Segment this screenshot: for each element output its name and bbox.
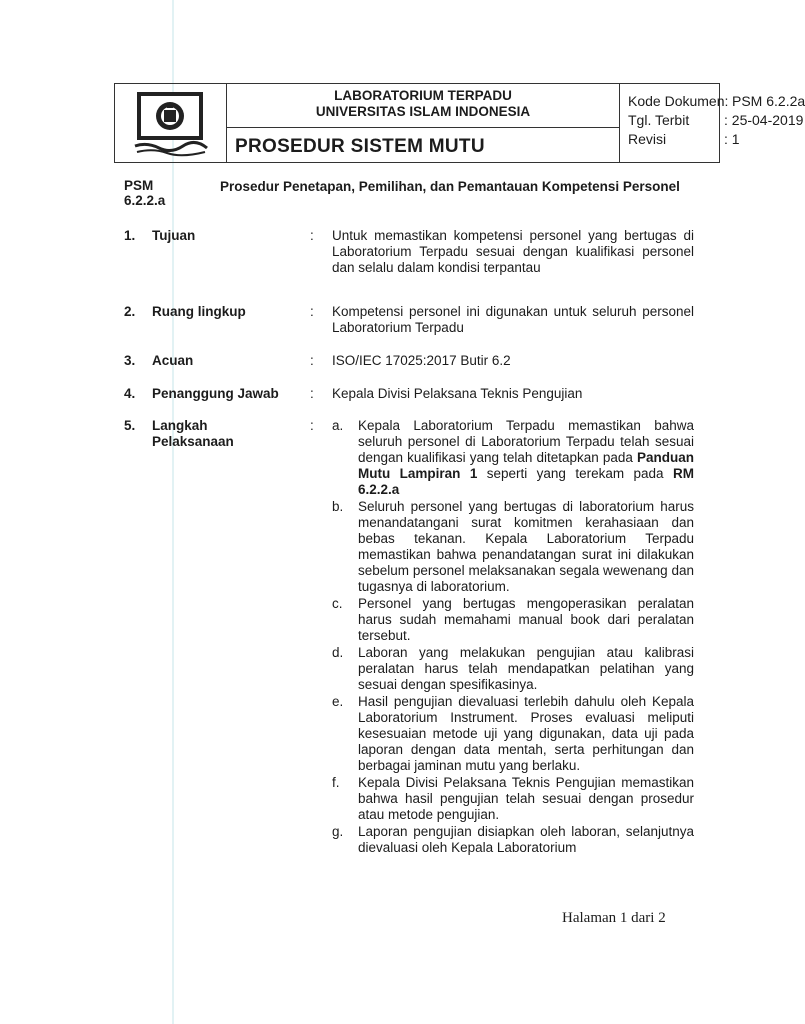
step-letter: d. [332,645,344,660]
revision-label: Revisi [628,131,667,147]
section-colon: : [310,418,314,433]
revision-value: : 1 [724,131,740,147]
title-top [227,84,619,128]
list-item [332,645,694,693]
step-letter: g. [332,824,344,839]
title-cell [227,84,620,162]
section-number: 3. [124,353,136,368]
step-text: Kepala Divisi Pelaksana Teknis Pengujian memastikan bahwa hasil pengujian telah sesuai dengan prosedur atau metode pengujian. [358,775,694,822]
procedure-code: PSM 6.2.2.a [124,178,166,208]
step-letter: a. [332,418,344,433]
step-bold-reference: Panduan Mutu Lampiran 1 [358,450,694,481]
step-letter: f. [332,775,340,790]
step-text: seperti yang terekam pada [477,466,673,481]
section-name: Tujuan [152,228,196,243]
document-header-table [114,83,805,163]
step-text: Laporan pengujian disiapkan oleh laboran, selanjutnya dievaluasi oleh Kepala Laboratorium [358,824,694,855]
page-number: Halaman 1 dari 2 [562,910,666,926]
section-name: Acuan [152,353,194,368]
section-name: Langkah Pelaksanaan [152,418,234,449]
step-letter: e. [332,694,344,709]
steps-list [332,418,694,857]
section-colon: : [310,353,314,368]
step-text: Personel yang bertugas mengoperasikan peralatan harus sudah memahami manual book dari peralatan tersebut. [358,596,694,643]
step-letter: b. [332,499,344,514]
list-item [332,418,694,498]
section-colon: : [310,304,314,319]
section-body: Untuk memastikan kompetensi personel yang bertugas di Laboratorium Terpadu sesuai dengan kualifikasi personel dan selalu dalam kondisi terpantau [332,228,694,275]
list-item [332,694,694,774]
section-body: ISO/IEC 17025:2017 Butir 6.2 [332,353,511,368]
step-text: Laboran yang melakukan pengujian atau kalibrasi peralatan harus telah mendapatkan pelatihan yang sesuai dengan spesifikasinya. [358,645,694,692]
list-item [332,824,694,856]
section-colon: : [310,228,314,243]
step-text: Seluruh personel yang bertugas di laboratorium harus menandatangani surat komitmen kerahasiaan dan bebas tekanan. Kepala Laboratorium Terpadu memastikan bahwa penandatangan surat ini dilakukan sebelum personel melaksanakan segala wewenang dan tugasnya di laboratorium. [358,499,694,594]
section-number: 4. [124,386,136,401]
lab-name: LABORATORIUM TERPADU [334,88,512,103]
list-item [332,596,694,644]
list-item [332,775,694,823]
logo-cell [115,84,227,162]
issue-date-label: Tgl. Terbit [628,112,690,128]
procedure-title: Prosedur Penetapan, Pemilihan, dan Pemantauan Kompetensi Personel [220,179,680,194]
system-title: PROSEDUR SISTEM MUTU [235,136,485,157]
section-number: 5. [124,418,136,433]
list-item [332,499,694,595]
section-number: 1. [124,228,136,243]
university-name: UNIVERSITAS ISLAM INDONESIA [315,104,531,119]
step-text: Hasil pengujian dievaluasi terlebih dahulu oleh Kepala Laboratorium Instrument. Proses evaluasi meliputi kesesuaian metode uji yang digunakan, data uji pada laporan dengan data mentah, serta perhitungan dan berbagai jaminan mutu yang berlaku. [358,694,694,773]
section-number: 2. [124,304,136,319]
step-letter: c. [332,596,343,611]
step-text: Kepala Laboratorium Terpadu memastikan bahwa seluruh personel di Laboratorium Terpadu telah sesuai dengan kualifikasi yang telah ditetapkan pada [358,418,694,465]
section-name: Penanggung Jawab [152,386,279,401]
section-colon: : [310,386,314,401]
step-bold-reference: RM 6.2.2.a [358,466,694,497]
issue-date-value: : 25-04-2019 [724,112,804,128]
document-info [620,84,805,170]
section-body: Kepala Divisi Pelaksana Teknis Pengujian [332,386,583,401]
section-body: Kompetensi personel ini digunakan untuk seluruh personel Laboratorium Terpadu [332,304,694,335]
section-name: Ruang lingkup [152,304,246,319]
doc-code-value: PSM 6.2.2a [732,93,805,109]
doc-code-label: Kode Dokumen: [628,93,729,109]
university-logo-icon [127,90,213,158]
